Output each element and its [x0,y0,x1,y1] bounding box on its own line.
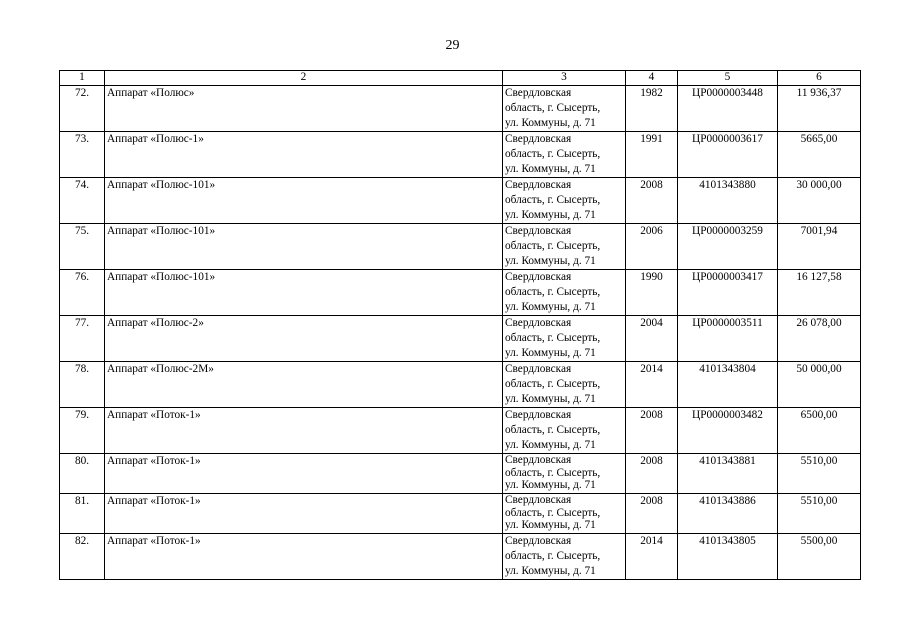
address-line: ул. Коммуны, д. 71 [505,117,596,129]
address-line: область, г. Сысерть, [505,148,601,160]
column-header-6: 6 [778,71,861,86]
row-number: 73. [60,132,105,178]
header-row [60,71,861,86]
item-name: Аппарат «Полюс-101» [105,224,503,270]
address-line: ул. Коммуны, д. 71 [505,393,596,405]
row-number: 79. [60,408,105,454]
address-line: Свердловская [505,133,572,145]
inventory-number: ЦР0000003448 [678,86,778,132]
item-address [503,86,626,132]
item-address [503,132,626,178]
column-header-3: 3 [503,71,626,86]
table-row [60,316,861,362]
property-registry-table [59,70,861,580]
row-number: 76. [60,270,105,316]
item-cost: 26 078,00 [778,316,861,362]
address-line: область, г. Сысерть, [505,240,601,252]
item-address [503,316,626,362]
address-line: область, г. Сысерть, [505,550,601,562]
item-address [503,178,626,224]
address-line: ул. Коммуны, д. 71 [505,347,596,359]
address-line: Свердловская [505,317,572,329]
table-row [60,494,861,534]
address-line: Свердловская [505,409,572,421]
table-row [60,270,861,316]
row-number: 74. [60,178,105,224]
inventory-number: ЦР0000003511 [678,316,778,362]
address-line: область, г. Сысерть, [505,102,601,114]
address-line: ул. Коммуны, д. 71 [505,301,596,313]
page-number: 29 [445,38,460,53]
item-name: Аппарат «Полюс-1» [105,132,503,178]
address-line: ул. Коммуны, д. 71 [505,255,596,267]
item-year: 2008 [626,178,678,224]
address-line: Свердловская [505,271,572,283]
inventory-number: ЦР0000003482 [678,408,778,454]
inventory-number: 4101343880 [678,178,778,224]
item-year: 2008 [626,454,678,494]
address-line: область, г. Сысерть, [505,424,601,436]
item-address [503,534,626,580]
item-address [503,454,626,494]
address-line: ул. Коммуны, д. 71 [505,209,596,221]
item-year: 2008 [626,408,678,454]
item-name: Аппарат «Полюс-2» [105,316,503,362]
item-cost: 5500,00 [778,534,861,580]
item-name: Аппарат «Полюс-101» [105,270,503,316]
address-line: область, г. Сысерть, [505,378,601,390]
item-name: Аппарат «Полюс-2М» [105,362,503,408]
item-cost: 5510,00 [778,454,861,494]
table-row [60,86,861,132]
address-line: Свердловская [505,225,572,237]
item-name: Аппарат «Поток-1» [105,408,503,454]
item-year: 2008 [626,494,678,534]
address-line: ул. Коммуны, д. 71 [505,479,596,491]
table-row [60,408,861,454]
item-year: 1991 [626,132,678,178]
table-row [60,534,861,580]
item-year: 2006 [626,224,678,270]
row-number: 82. [60,534,105,580]
item-cost: 30 000,00 [778,178,861,224]
item-cost: 50 000,00 [778,362,861,408]
item-address [503,270,626,316]
table-row [60,132,861,178]
row-number: 77. [60,316,105,362]
address-line: Свердловская [505,179,572,191]
item-year: 2004 [626,316,678,362]
table-row [60,454,861,494]
address-line: ул. Коммуны, д. 71 [505,565,596,577]
item-name: Аппарат «Поток-1» [105,494,503,534]
row-number: 72. [60,86,105,132]
item-name: Аппарат «Полюс» [105,86,503,132]
address-line: область, г. Сысерть, [505,506,601,519]
item-name: Аппарат «Поток-1» [105,534,503,580]
address-line: Свердловская [505,87,572,99]
item-address [503,494,626,534]
inventory-number: ЦР0000003617 [678,132,778,178]
item-name: Аппарат «Полюс-101» [105,178,503,224]
item-cost: 16 127,58 [778,270,861,316]
inventory-number: ЦР0000003417 [678,270,778,316]
item-address [503,224,626,270]
address-line: ул. Коммуны, д. 71 [505,519,596,531]
inventory-number: ЦР0000003259 [678,224,778,270]
column-header-4: 4 [626,71,678,86]
row-number: 78. [60,362,105,408]
address-line: ул. Коммуны, д. 71 [505,163,596,175]
table-row [60,362,861,408]
column-header-5: 5 [678,71,778,86]
address-line: область, г. Сысерть, [505,286,601,298]
item-year: 1982 [626,86,678,132]
table-body [60,86,861,580]
address-line: Свердловская [505,535,572,547]
column-header-1: 1 [60,71,105,86]
table-row [60,178,861,224]
column-header-2: 2 [105,71,503,86]
address-line: Свердловская [505,363,572,375]
item-address [503,408,626,454]
address-line: область, г. Сысерть, [505,466,601,479]
row-number: 80. [60,454,105,494]
inventory-number: 4101343886 [678,494,778,534]
item-name: Аппарат «Поток-1» [105,454,503,494]
item-year: 1990 [626,270,678,316]
item-cost: 11 936,37 [778,86,861,132]
address-line: Свердловская [505,494,572,506]
table-row [60,224,861,270]
row-number: 75. [60,224,105,270]
address-line: область, г. Сысерть, [505,194,601,206]
item-year: 2014 [626,362,678,408]
address-line: Свердловская [505,454,572,466]
inventory-number: 4101343881 [678,454,778,494]
item-address [503,362,626,408]
item-year: 2014 [626,534,678,580]
inventory-number: 4101343804 [678,362,778,408]
item-cost: 5665,00 [778,132,861,178]
item-cost: 5510,00 [778,494,861,534]
inventory-number: 4101343805 [678,534,778,580]
item-cost: 7001,94 [778,224,861,270]
row-number: 81. [60,494,105,534]
address-line: ул. Коммуны, д. 71 [505,439,596,451]
address-line: область, г. Сысерть, [505,332,601,344]
item-cost: 6500,00 [778,408,861,454]
